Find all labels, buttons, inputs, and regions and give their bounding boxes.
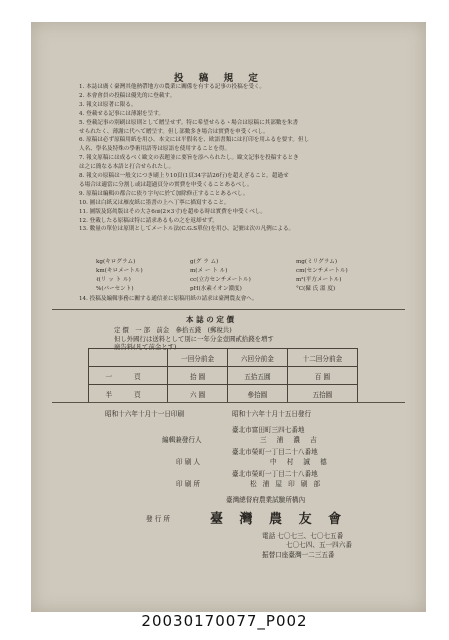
phone-1: 電話 七〇七三、七〇七五番 xyxy=(262,532,344,540)
price-line-1: 定 價 一 部 前金 參拾五錢 (郵稅共) xyxy=(114,326,232,334)
printer-name: 中 村 誠 德 xyxy=(270,458,331,466)
rule-line: 5. 登載記事の別刷は原則として贈呈せず。特に希望せらるゝ場合は原稿に其部數を朱書 xyxy=(79,119,299,126)
price-title: 本 誌 の 定 價 xyxy=(186,315,234,324)
press-address: 臺北市榮町一丁目二十八番地 xyxy=(232,470,318,478)
rule-line: る場合は適當に分割し或は超過頁分の實費を申受くることあるべし。 xyxy=(79,181,253,188)
price-line-2: 但し外國行は送料として別に一年分金壹圓貳拾錢を増す xyxy=(114,335,274,343)
issue-date: 昭和十六年十月十五日發行 xyxy=(232,410,312,418)
editor-label: 編輯兼發行人 xyxy=(162,436,202,444)
table-row xyxy=(89,385,358,403)
press-label: 印 刷 所 xyxy=(176,480,200,488)
divider-price xyxy=(52,402,405,403)
table-header-cell xyxy=(89,349,168,367)
unit-2-1: km(キロメートル) xyxy=(96,268,143,274)
rule-line: 11. 圖版及寫眞版はその大さ6㎝(2×3寸)を超ゆる時は實費を申受くべし。 xyxy=(79,208,267,215)
table-cell: 六 圓 xyxy=(168,385,228,403)
printer-address: 臺北市榮町一丁目二十八番地 xyxy=(232,448,318,456)
table-header-row xyxy=(89,349,358,367)
unit-3-2: cc(立方センチメートル) xyxy=(190,277,251,283)
rule-line: 1. 本誌は廣く臺灣其他熱帶地方の農業に關係を有する記事の投稿を受く。 xyxy=(79,84,266,90)
publisher-name: 臺 灣 農 友 會 xyxy=(210,512,348,527)
rule-line: 8. 報文の原稿は一般文につき刷上り10頁(1頁34字詰26行)を超えざること。超過せ xyxy=(79,173,289,179)
editor-name: 三 浦 濃 吉 xyxy=(260,436,321,444)
publisher-label: 發 行 所 xyxy=(146,515,170,523)
phone-2: 七〇七四、五一四六番 xyxy=(286,541,352,549)
table-row xyxy=(89,367,358,385)
society-address: 臺灣總督府農業試驗所構內 xyxy=(226,496,306,504)
postal-account: 振替口座臺灣一二三五番 xyxy=(262,551,335,559)
print-date: 昭和十六年十月十一日印刷 xyxy=(105,410,185,418)
rule-line: 12. 登載したる原稿は特に請求あるもの之を返却せず。 xyxy=(79,217,218,224)
rule-line: 13. 數量の單位は原則としてメートル法(C.G.S單位)を用ひ、記號は次の凡例による。 xyxy=(79,226,295,233)
editor-address: 臺北市富田町三四七番地 xyxy=(232,426,305,434)
table-header-cell: 六回分前金 xyxy=(228,349,288,367)
unit-1-3: mg(ミリグラム) xyxy=(296,259,338,265)
ad-rate-table xyxy=(88,348,358,403)
unit-4-3: °C(攝 氏 溫 度) xyxy=(296,286,336,292)
rule-line: 人名、學名及特殊の學術用語等は原語を使用することを得。 xyxy=(79,146,231,153)
unit-3-3: m²(平方メートル) xyxy=(296,277,342,283)
table-cell: 百 圓 xyxy=(287,367,357,385)
rule-line: 7. 報文原稿には成るべく歐文の表題並に要旨を添へられたし。歐文記事を投稿するとき xyxy=(79,155,299,162)
rule-line: 9. 原稿は編輯の都合に依り字句に於て加除修正することあるべし。 xyxy=(79,190,249,197)
rule-14: 14. 投稿及編輯事務に關する通信並に原稿用紙の請求は臺灣農友會へ。 xyxy=(79,296,258,302)
unit-1-1: kg(キログラム) xyxy=(96,259,136,265)
rule-line: 3. 報文は原著に限る。 xyxy=(79,101,137,108)
press-name: 松 浦 屋 印 刷 部 xyxy=(250,480,323,488)
table-cell: 參拾圓 xyxy=(228,385,288,403)
unit-2-3: cm(センチメートル) xyxy=(296,268,348,274)
rule-line: 2. 本會會員の投稿は優先的に登載す。 xyxy=(79,92,176,99)
image-caption: 20030170077_P002 xyxy=(141,612,308,630)
rule-line: 6. 原稿は必ず原稿用紙を用ひ、本文には平假名を、欧語書類には打印を用ふるを要す。但し xyxy=(79,137,310,144)
ad-rate-label: 廣告料(凡て前金とす) xyxy=(114,343,177,351)
table-header-cell: 十二回分前金 xyxy=(287,349,357,367)
rule-line: は之に簡なる本語と打合せられたし。 xyxy=(79,164,175,171)
printer-label: 印 刷 人 xyxy=(176,458,200,466)
table-cell: 半 頁 xyxy=(89,385,168,403)
divider-rule xyxy=(52,309,405,310)
rules-title: 投 稿 規 定 xyxy=(174,73,264,84)
unit-3-1: ℓ(リ ッ ト ル) xyxy=(96,277,131,283)
rule-line: せられたく、薄謝に代へて贈呈す。但し部數多き場合は實費を申受くべし。 xyxy=(79,128,269,135)
unit-2-2: m(メ ー ト ル) xyxy=(190,268,228,274)
unit-4-1: %(パーセント) xyxy=(96,286,134,292)
rule-line: 10. 圖は白紙又は雁皮紙に墨書の上へ丁寧に描寫すること。 xyxy=(79,199,230,206)
table-cell: 五拾五圓 xyxy=(228,367,288,385)
unit-1-2: g(グ ラ ム) xyxy=(190,259,219,265)
table-cell: 一 頁 xyxy=(89,367,168,385)
table-cell: 五拾圓 xyxy=(287,385,357,403)
rule-line: 4. 登載せる記事には薄謝を呈す。 xyxy=(79,110,164,117)
table-header-cell: 一回分前金 xyxy=(168,349,228,367)
unit-4-2: pH(水素イオン濃度) xyxy=(190,286,242,292)
table-cell: 拾 圓 xyxy=(168,367,228,385)
